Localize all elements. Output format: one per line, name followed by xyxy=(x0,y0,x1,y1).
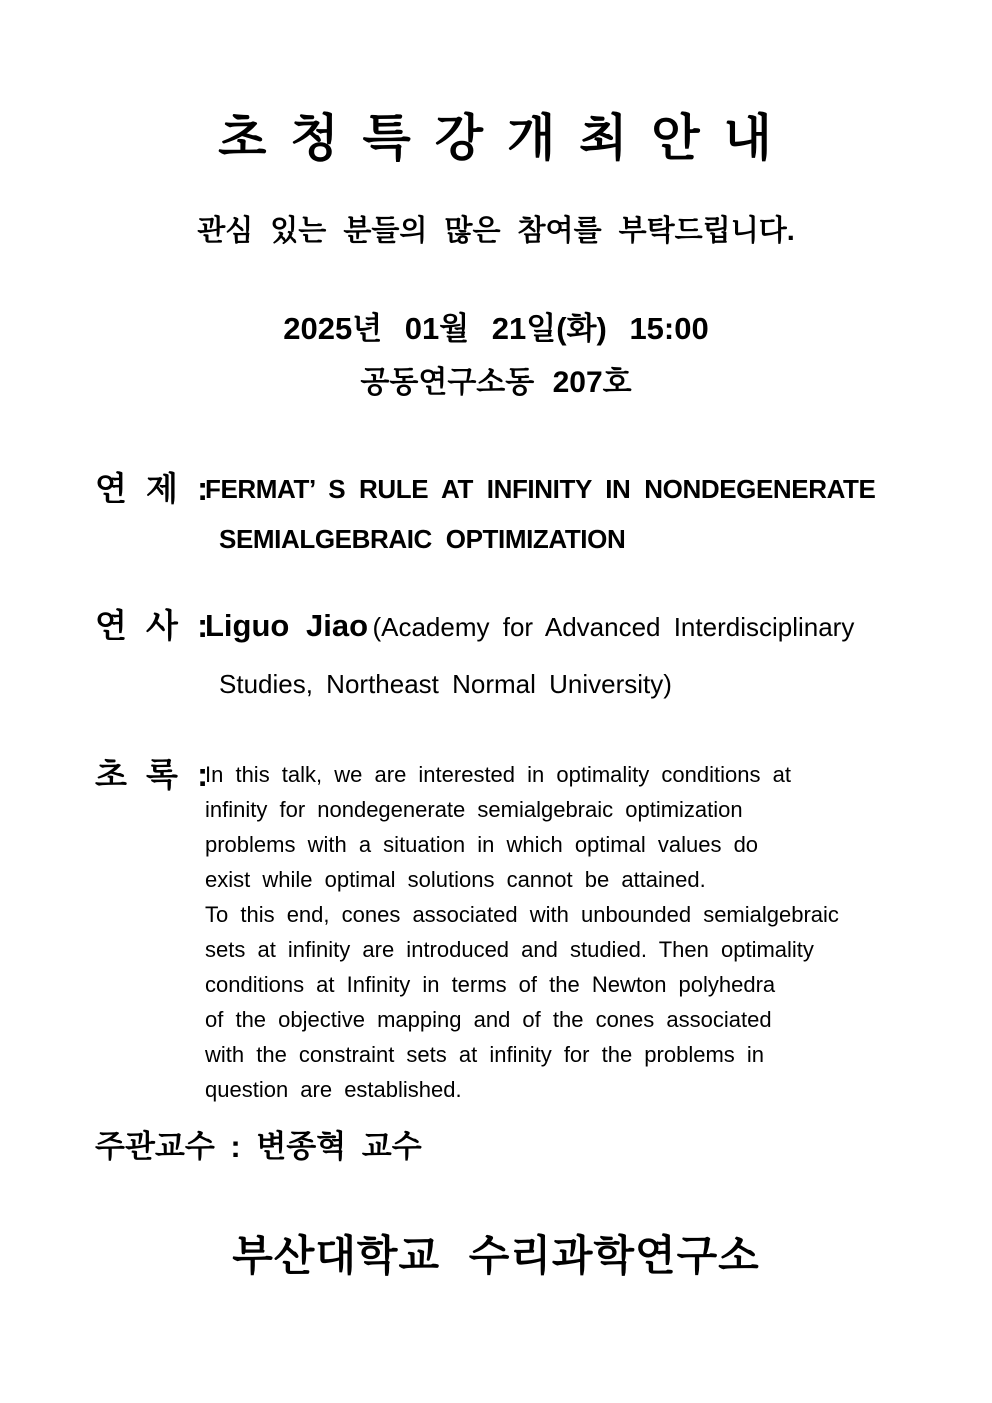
abstract-label-text: 초 록 xyxy=(95,755,178,793)
abstract-line: sets at infinity are introduced and studied. Then optimality xyxy=(205,936,814,962)
speaker-label-colon: : xyxy=(197,606,209,644)
topic-label-colon: : xyxy=(197,469,209,507)
page-title: 초 청 특 강 개 최 안 내 xyxy=(218,110,774,166)
organization-name: 부산대학교 수리과학연구소 xyxy=(232,1232,760,1280)
topic-line: FERMAT’ S RULE AT INFINITY IN NONDEGENERATE xyxy=(205,473,876,504)
abstract-line: problems with a situation in which optimal values do xyxy=(205,831,759,857)
speaker-label-text: 연 사 xyxy=(95,606,178,644)
abstract-line: exist while optimal solutions cannot be attained. xyxy=(205,866,706,892)
event-datetime: 2025년 01월 21일(화) 15:00 xyxy=(283,310,709,346)
topic-section xyxy=(0,464,992,564)
abstract-line: To this end, cones associated with unbounded semialgebraic xyxy=(205,901,839,927)
topic-line: SEMIALGEBRAIC OPTIMIZATION xyxy=(219,523,626,554)
speaker-line xyxy=(205,600,952,658)
participation-request-text: 관심 있는 분들의 많은 참여를 부탁드립니다. xyxy=(197,215,795,247)
speaker-label xyxy=(95,600,208,652)
topic-label-text: 연 제 xyxy=(95,469,178,507)
abstract-label xyxy=(95,757,208,793)
speaker-affiliation: (Academy for Advanced Interdisciplinary xyxy=(372,611,855,642)
speaker-line xyxy=(219,658,952,715)
topic-label xyxy=(95,464,208,514)
speaker-name: Liguo Jiao xyxy=(205,607,368,643)
abstract-line: question are established. xyxy=(205,1076,462,1102)
speaker-affiliation: Studies, Northeast Normal University) xyxy=(219,668,672,699)
abstract-line: In this talk, we are interested in optimality conditions at xyxy=(205,761,791,787)
abstract-line: of the objective mapping and of the cones associated xyxy=(205,1006,772,1032)
abstract-line: with the constraint sets at infinity for the problems in xyxy=(205,1041,765,1067)
speaker-section xyxy=(0,600,992,715)
event-venue: 공동연구소동 207호 xyxy=(360,365,632,399)
host-professor-line: 주관교수 : 변종혁 교수 xyxy=(95,1128,422,1164)
abstract-line: infinity for nondegenerate semialgebraic optimization xyxy=(205,796,743,822)
abstract-section xyxy=(0,757,992,1107)
abstract-line: conditions at Infinity in terms of the Newton polyhedra xyxy=(205,971,776,997)
abstract-label-colon: : xyxy=(197,755,209,793)
